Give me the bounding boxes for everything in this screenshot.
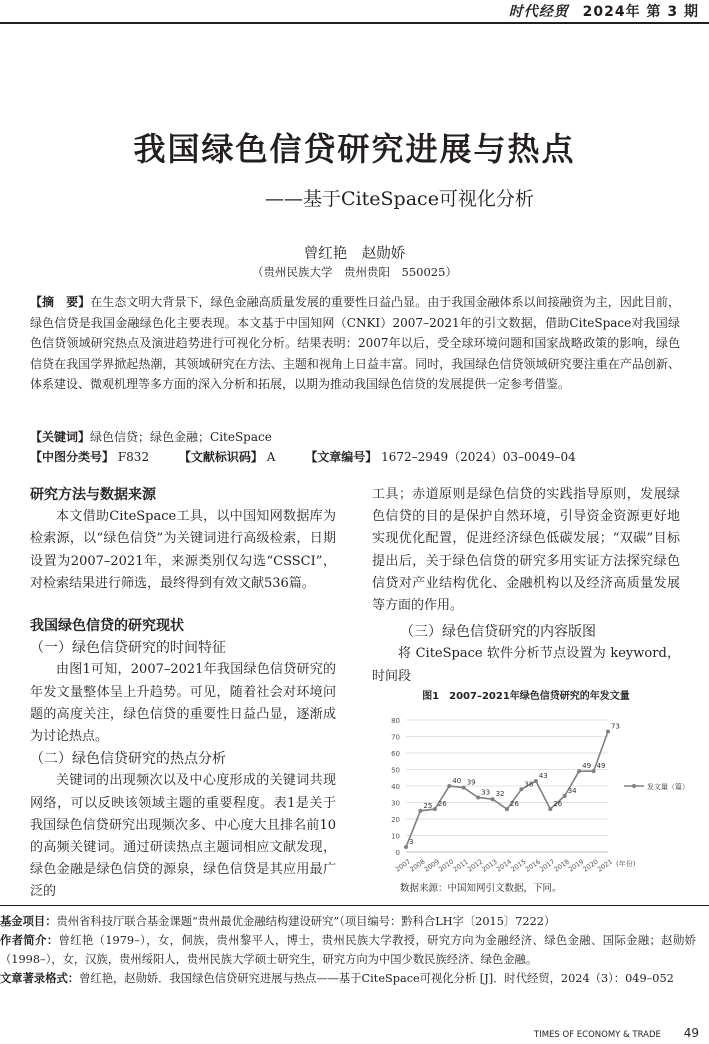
y-tick-label: 80 [391, 717, 400, 725]
abstract-label: 【摘 要】 [30, 295, 91, 309]
data-label: 3 [409, 838, 414, 847]
y-axis [391, 717, 400, 857]
journal-name: 时代经贸 [508, 4, 569, 20]
author-label: 作者简介： [0, 933, 59, 948]
data-label: 49 [582, 762, 592, 771]
footnote-citation [0, 969, 696, 988]
author-text: 曾红艳（1979–），女，侗族，贵州黎平人，博士，贵州民族大学教授，研究方向为金融经济、绿色金融、国际金融；赵勋娇（1998–），女，汉族，贵州绥阳人，贵州民族大学硕士研究生，研究方向为中国少数民族经济、绿色金融。 [0, 934, 696, 966]
data-point [519, 787, 523, 791]
fund-text: 贵州省科技厅联合基金课题“贵州最优金融结构建设研究”（项目编号：黔科合LH字〔2015〕7222） [56, 915, 556, 928]
journal-issue: 第 3 期 [646, 4, 699, 20]
data-label: 34 [567, 786, 577, 795]
data-point [563, 794, 567, 798]
article-number-value: 1672–2949（2024）03–0049–04 [381, 450, 576, 464]
chart-grid [406, 720, 608, 852]
line-chart [372, 710, 689, 878]
series-line [406, 732, 608, 848]
footnote-author [0, 931, 696, 969]
subsection-heading-time: （一）绿色信贷研究的时间特征 [30, 640, 226, 657]
footer-brand: TIMES OF ECONOMY & TRADE [534, 1030, 661, 1040]
x-tick-label: 2010 [437, 857, 456, 874]
data-point [491, 797, 495, 801]
x-tick-label: 2012 [466, 857, 485, 874]
y-tick-label: 10 [391, 832, 400, 841]
y-tick-label: 20 [391, 816, 400, 824]
keywords [30, 428, 272, 445]
x-tick-label: 2014 [494, 857, 514, 874]
data-label: 26 [510, 800, 519, 809]
x-tick-label: 2007 [393, 857, 413, 874]
data-point [548, 807, 552, 811]
classification-line [30, 448, 680, 465]
data-point [404, 845, 408, 849]
page-number: 49 [683, 1026, 699, 1040]
abstract-text: 在生态文明大背景下，绿色金融高质量发展的重要性日益凸显。由于我国金融体系以间接融资为主，因此目前，绿色信贷是我国金融绿色化主要表现。本文基于中国知网（CNKI）2007–2021年的引文数据，借助CiteSpace对我国绿色信贷领域研究热点及演进趋势进行可视化分析。结果表明：2007年以后，受全球环境问题和国家战略政策的影响，绿色信贷在我国学界掀起热潮，其领域研究在方法、主题和视角上日益丰富。同时，我国绿色信贷领域研究要注重在产品创新、体系建设、微观机理等多方面的深入分析和拓展，以期为推动我国绿色信贷的发展提供一定参考借鉴。 [30, 295, 680, 392]
fund-label: 基金项目： [0, 914, 57, 928]
x-tick-label: 2020 [581, 857, 600, 874]
x-tick-label: 2017 [538, 857, 557, 874]
footnotes [0, 912, 696, 989]
section-heading-status: 我国绿色信贷的研究现状 [30, 618, 184, 635]
keywords-label: 【关键词】 [30, 430, 91, 444]
x-tick-label: 2009 [422, 857, 441, 874]
figure-caption: 图1 2007–2021年绿色信贷研究的年发文量 [422, 691, 630, 702]
data-point [505, 807, 509, 811]
data-label: 26 [437, 800, 447, 809]
article-subtitle: ——基于CiteSpace可视化分析 [265, 188, 534, 210]
keywords-text: 绿色信贷；绿色金融；CiteSpace [90, 430, 272, 444]
journal-header [509, 1, 699, 21]
article-title: 我国绿色信贷研究进展与热点 [133, 130, 576, 168]
citation-label: 文章著录格式： [0, 971, 80, 986]
right-column [372, 484, 680, 688]
figure-source: 数据来源：中国知网引文数据，下同。 [400, 883, 562, 894]
data-point [433, 807, 437, 811]
data-label: 40 [452, 777, 462, 785]
data-point [476, 796, 480, 800]
data-point [462, 786, 466, 790]
x-tick-label: 2016 [523, 857, 542, 874]
abstract [30, 292, 680, 395]
subsection-heading-hotspot: （二）绿色信贷研究的热点分析 [30, 751, 226, 768]
section-heading-methods: 研究方法与数据来源 [30, 487, 156, 503]
journal-year: 2024年 [582, 4, 641, 20]
paragraph-methods: 本文借助CiteSpace工具，以中国知网数据库为检索源，以“绿色信贷”为关键词进行高级检索，日期设置为2007–2021年，来源类别仅勾选“CSSCI”，对检索结果进行筛选，最终得到有效文献536篇。 [30, 509, 336, 591]
y-tick-label: 30 [391, 799, 400, 808]
data-label: 33 [481, 788, 491, 797]
data-label: 26 [553, 800, 563, 809]
data-label: 43 [538, 772, 548, 781]
chart-legend [624, 782, 689, 791]
data-label: 39 [466, 778, 476, 787]
x-tick-label: 2018 [552, 857, 571, 874]
data-point [534, 779, 538, 783]
doc-value: A [266, 450, 276, 464]
y-tick-label: 60 [391, 750, 400, 758]
data-label: 25 [423, 801, 433, 810]
paragraph-continued: 工具；赤道原则是绿色信贷的实践指导原则，发展绿色信贷的目的是保护自然环境，引导资金资源更好地实现优化配置，促进经济绿色低碳发展；“双碳”目标提出后，关于绿色信贷的研究多用实证方法探究绿色信贷对产业结构优化、金融机构以及经济高质量发展等方面的作用。 [372, 487, 680, 614]
x-axis [394, 852, 636, 874]
data-point [606, 730, 610, 734]
author-affiliation: （贵州民族大学 贵州贵阳 550025） [252, 265, 457, 279]
y-tick-label: 0 [395, 849, 400, 857]
author-names: 曾红艳 赵勋娇 [303, 246, 406, 262]
legend-marker [632, 784, 636, 788]
data-label: 73 [611, 722, 620, 731]
y-tick-label: 50 [391, 766, 400, 775]
x-axis-label: (年份) [616, 860, 636, 868]
data-label: 49 [596, 762, 606, 771]
x-tick-label: 2015 [509, 857, 528, 874]
paragraph-time: 由图1可知，2007–2021年我国绿色信贷研究的年发文量整体呈上升趋势。可见，随着社会对环境问题的高度关注，绿色信贷的重要性日益凸显，逐渐成为讨论热点。 [30, 662, 336, 745]
paragraph-hotspot: 关键词的出现频次以及中心度形成的关键词共现网络，可以反映该领域主题的重要程度。表1是关于我国绿色信贷研究出现频次多、中心度大且排名前10的高频关键词。通过研读热点主题词相应文献发现，绿色金融是绿色信贷的源泉，绿色信贷是其应用最广泛的 [30, 773, 336, 900]
y-tick-label: 70 [391, 733, 400, 742]
x-tick-label: 2021 [595, 857, 615, 874]
data-point [447, 784, 451, 788]
data-point [418, 809, 422, 813]
y-tick-label: 40 [391, 783, 400, 791]
data-label: 32 [495, 790, 505, 799]
subsection-heading-content: （三）绿色信贷研究的内容版图 [400, 624, 596, 641]
x-tick-label: 2019 [567, 857, 586, 874]
footnote-fund [0, 912, 696, 931]
footnote-rule [0, 905, 709, 906]
header-rule [0, 22, 709, 24]
clc-label: 【中图分类号】 [30, 450, 115, 464]
paragraph-content: 将 CiteSpace 软件分析节点设置为 keyword，时间段 [372, 646, 680, 684]
citation-text: 曾红艳，赵勋娇．我国绿色信贷研究进展与热点——基于CiteSpace可视化分析 [J]．时代经贸，2024（3）：049–052 [79, 972, 674, 986]
x-tick-label: 2013 [480, 857, 499, 874]
doc-label: 【文献标识码】 [178, 450, 263, 464]
article-number-label: 【文章编号】 [305, 450, 378, 464]
data-point [577, 769, 581, 773]
clc-value: F832 [117, 450, 150, 464]
x-tick-label: 2011 [451, 857, 470, 874]
data-point [592, 769, 596, 773]
x-tick-label: 2008 [408, 857, 427, 874]
legend-label: 发文量（篇） [647, 783, 689, 791]
left-column [30, 484, 336, 904]
data-label: 38 [524, 780, 534, 789]
